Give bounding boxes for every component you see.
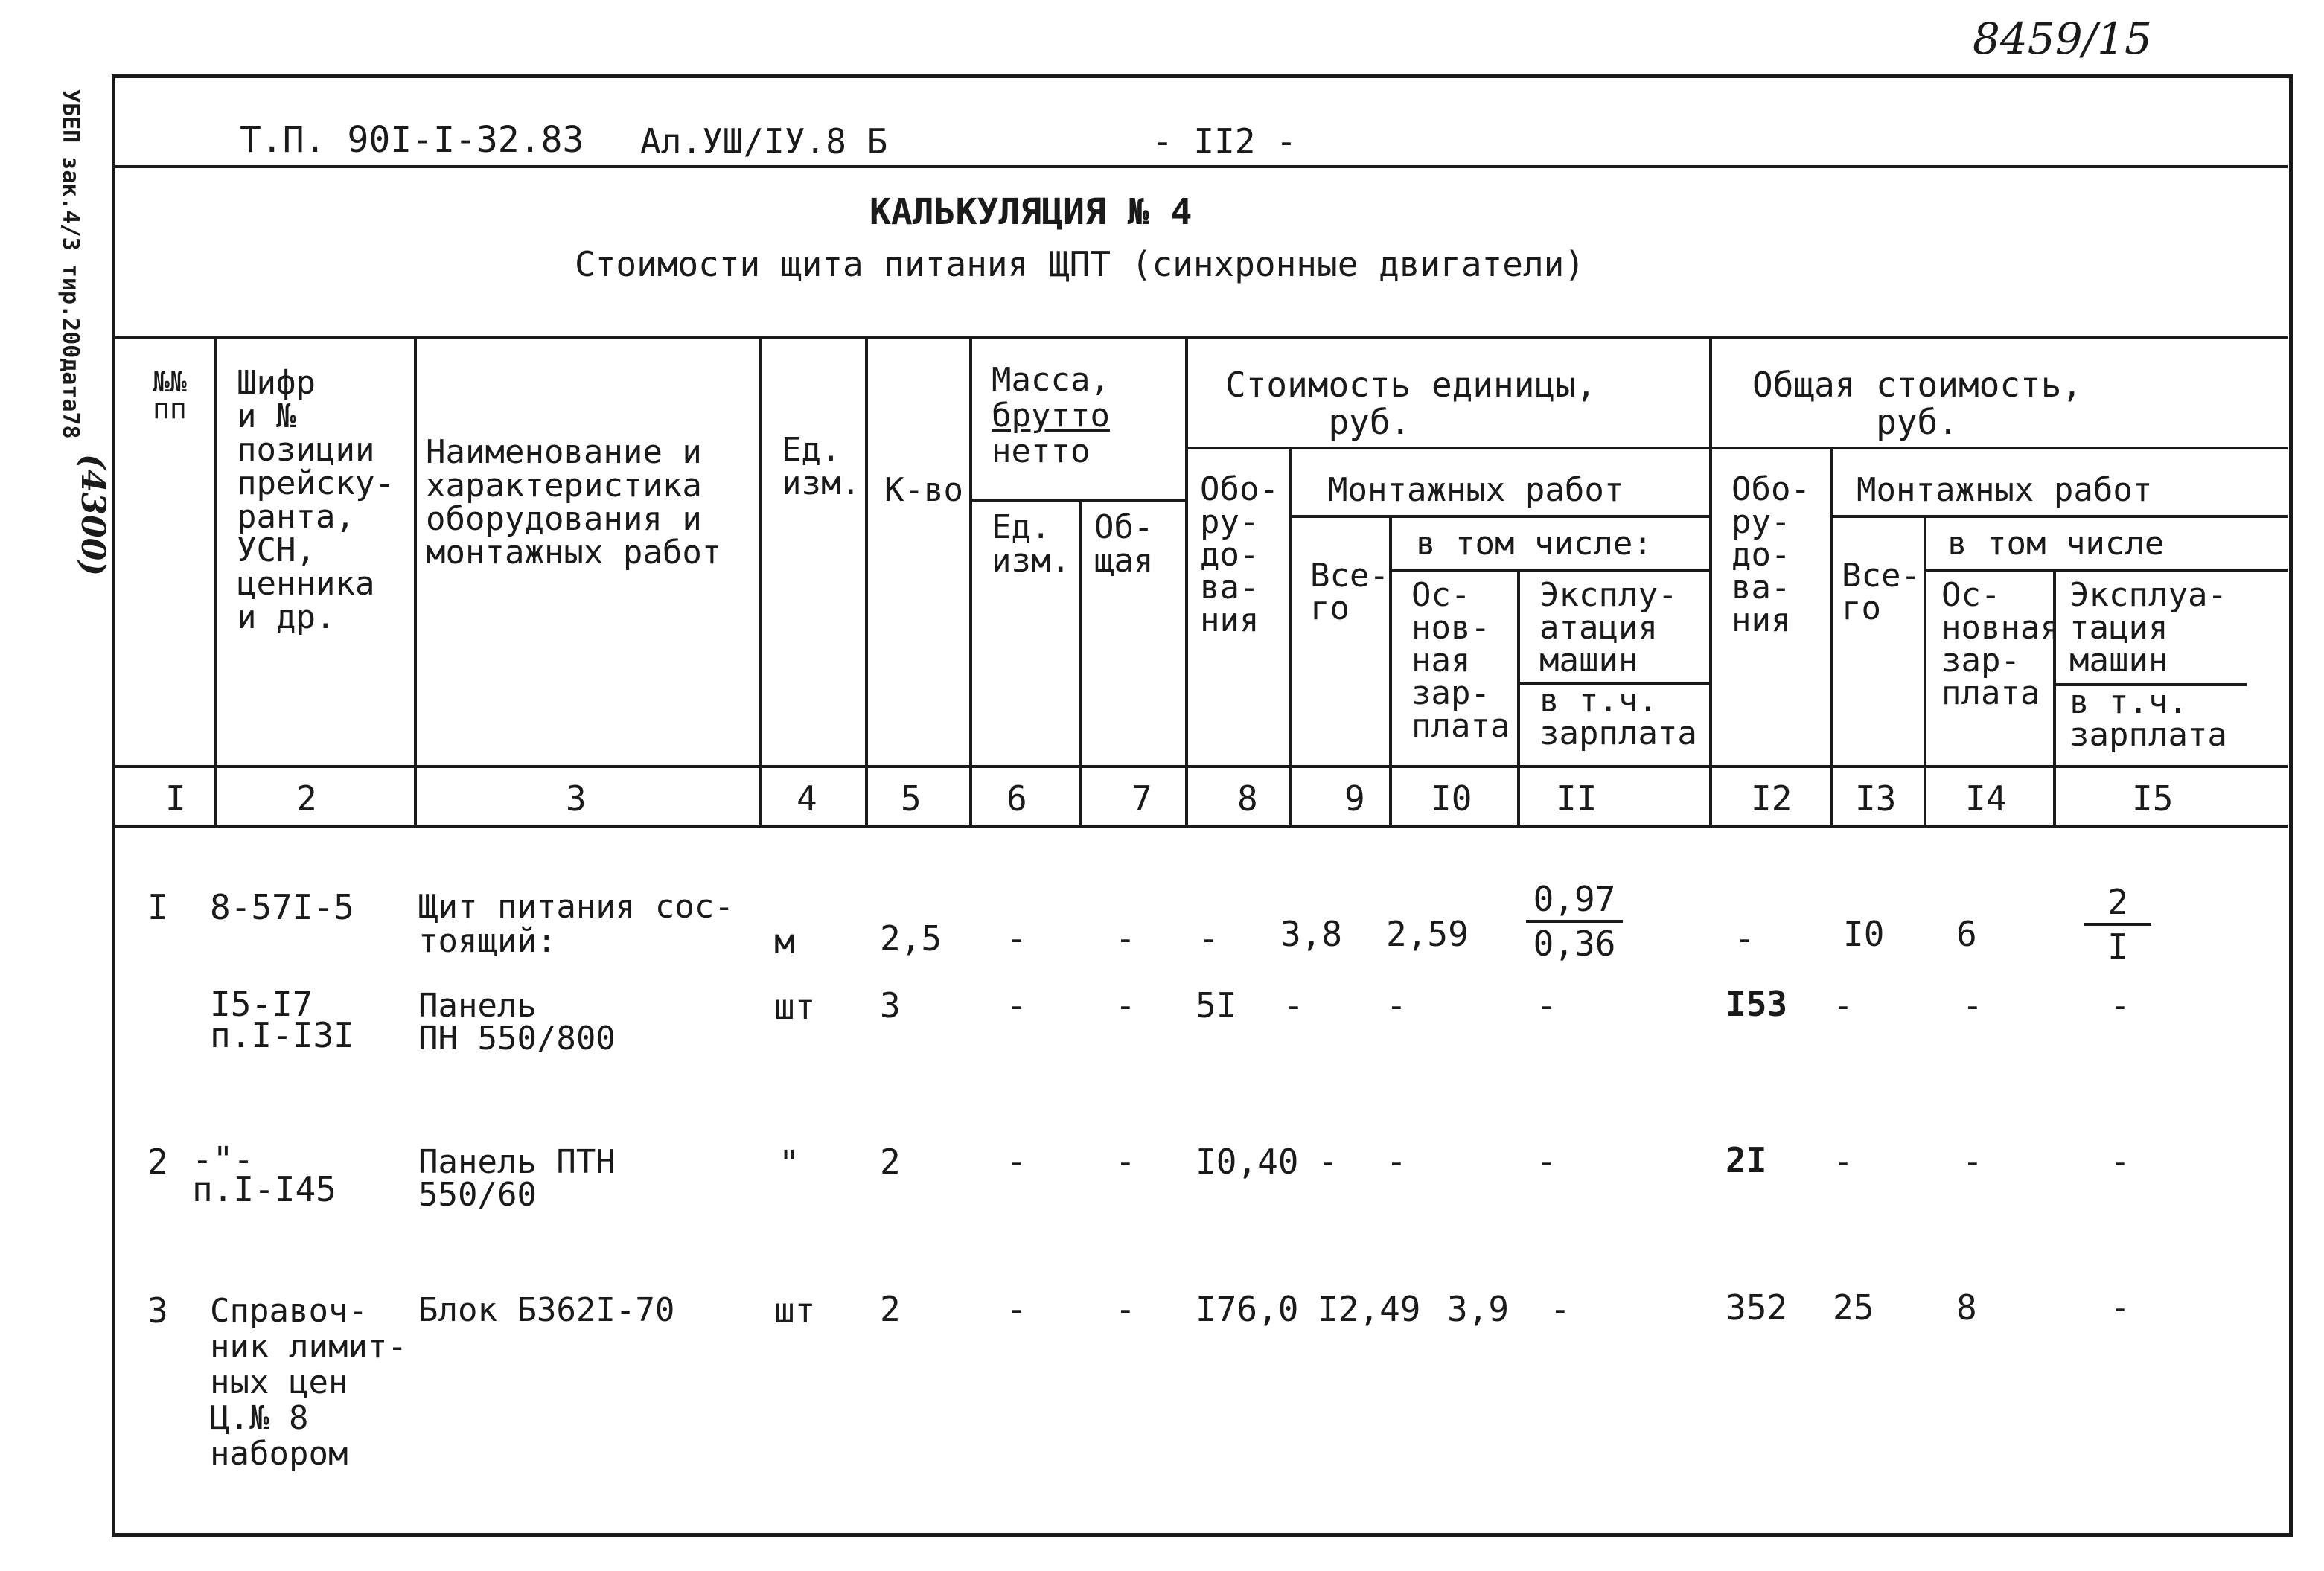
col-sep-8: [1289, 447, 1292, 826]
row2-qty: 3: [880, 985, 901, 1026]
row1-total-equip: -: [1734, 918, 1755, 959]
row1-total-base: 6: [1956, 914, 1977, 954]
page-number: - II2 -: [1152, 121, 1297, 161]
col-num-7: 7: [1131, 778, 1152, 819]
print-stamp: УБЕП зак.4/3 тир.200дата78: [57, 89, 83, 439]
row4-total-base: 8: [1956, 1287, 1977, 1328]
row3-equip: I0,40: [1195, 1142, 1299, 1182]
col-sep-13: [1924, 515, 1926, 826]
col-num-5: 5: [901, 778, 922, 819]
row3-mass-unit: -: [1006, 1142, 1027, 1182]
col-header-mass-net: нетто: [992, 432, 1091, 470]
row1-code: 8-57I-5: [210, 887, 354, 927]
row3-unit: ": [779, 1143, 799, 1183]
col-sep-7: [1185, 339, 1188, 826]
col-header-unit-equip: Обо- ру- до- ва- ния: [1200, 470, 1279, 639]
row4-total-equip: 352: [1726, 1287, 1788, 1328]
row4-qty: 2: [880, 1289, 901, 1329]
row3-total-all: -: [1833, 1142, 1854, 1182]
col-header-total-all: Все- го: [1842, 557, 1921, 627]
row3-all: -: [1318, 1142, 1338, 1182]
col-num-12: I2: [1751, 778, 1793, 819]
col-header-total-cost: Общая стоимость, руб.: [1752, 365, 2083, 442]
header-bottom-line: [115, 765, 2288, 768]
col-header-unit-mont: Монтажных работ: [1328, 471, 1624, 509]
col-header-unit: Ед. изм.: [782, 431, 861, 502]
col-header-total-incl: в том числе: [1947, 525, 2165, 563]
col-sep-5: [969, 339, 972, 826]
col-header-qty: К-во: [884, 471, 963, 509]
row1-unit: м: [774, 921, 795, 962]
col-header-name: Наименование и характеристика оборудования и монтажных работ: [426, 433, 722, 572]
row2-equip: 5I: [1195, 985, 1237, 1026]
unit-cost-sub-line: [1188, 447, 1709, 449]
col-sep-10: [1517, 569, 1520, 826]
col-header-number: №№ пп: [153, 365, 187, 425]
col-sep-12: [1830, 447, 1833, 826]
col-header-total-expl: Эксплуа- тация машин: [2069, 576, 2227, 679]
col-header-mass-gross: брутто: [992, 397, 1110, 435]
row3-number: 2: [147, 1142, 168, 1182]
row2-total-expl: -: [2110, 985, 2130, 1026]
row2-base: -: [1386, 985, 1407, 1026]
row2-total-base: -: [1962, 985, 1983, 1026]
row1-qty: 2,5: [880, 918, 942, 959]
col-num-13: I3: [1855, 778, 1897, 819]
col-num-3: 3: [566, 778, 587, 819]
row1-mass-total: -: [1115, 918, 1136, 959]
col-num-4: 4: [797, 778, 817, 819]
handwritten-side-number: (4300): [74, 454, 112, 577]
col-num-15: I5: [2132, 778, 2174, 819]
row2-all: -: [1283, 985, 1304, 1026]
row3-qty: 2: [880, 1142, 901, 1182]
total-cost-sub-line: [1712, 447, 2288, 449]
row1-equip: -: [1198, 918, 1219, 959]
row4-mass-unit: -: [1006, 1289, 1027, 1329]
row3-name: Панель ПТН 550/60: [418, 1143, 616, 1214]
col-num-6: 6: [1006, 778, 1027, 819]
doc-code: Т.П. 90I-I-32.83: [240, 119, 584, 161]
col-num-9: 9: [1344, 778, 1365, 819]
col-num-8: 8: [1237, 778, 1258, 819]
row1-expl-bottom: 0,36: [1533, 924, 1616, 964]
header-divider: [115, 165, 2288, 168]
row3-expl: -: [1536, 1142, 1557, 1182]
mass-sub-line: [972, 499, 1185, 502]
row1-all: 3,8: [1280, 914, 1343, 954]
document-title: КАЛЬКУЛЯЦИЯ № 4: [869, 191, 1193, 233]
row4-equip: I76,0: [1195, 1289, 1299, 1329]
row3-total-equip: 2I: [1726, 1140, 1767, 1180]
row1-base: 2,59: [1386, 914, 1469, 954]
column-number-line: [115, 825, 2288, 828]
row2-unit: шт: [774, 987, 816, 1027]
col-num-10: I0: [1431, 778, 1472, 819]
row4-mass-total: -: [1115, 1289, 1136, 1329]
col-header-unit-base: Ос- нов- ная зар- плата: [1411, 576, 1510, 745]
col-header-mass-unit: Ед. изм.: [992, 508, 1070, 580]
row2-mass-total: -: [1115, 985, 1136, 1026]
col-sep-3: [759, 339, 762, 826]
col-header-unit-expl: Эксплу- атация машин: [1539, 576, 1678, 679]
row2-code: I5-I7 п.I-I3I: [210, 984, 354, 1055]
col-header-total-expl-salary: в т.ч. зарплата: [2069, 683, 2227, 754]
row3-base: -: [1386, 1142, 1407, 1182]
col-header-unit-incl: в том числе:: [1416, 525, 1653, 563]
title-divider: [115, 336, 2288, 339]
col-sep-2: [414, 339, 417, 826]
col-header-unit-all: Все- го: [1310, 557, 1389, 627]
col-sep-9: [1389, 515, 1392, 826]
row2-total-all: -: [1833, 985, 1854, 1026]
row1-total-all: I0: [1843, 914, 1885, 954]
col-sep-11: [1709, 339, 1712, 826]
col-header-total-mont: Монтажных работ: [1857, 471, 2153, 509]
row1-name: Щит питания сос- тоящий:: [418, 888, 734, 960]
col-header-total-equip: Обо- ру- до- ва- ния: [1731, 470, 1810, 639]
row3-mass-total: -: [1115, 1142, 1136, 1182]
total-incl-sub-line: [1926, 569, 2288, 572]
row1-total-expl-bottom: I: [2107, 927, 2128, 967]
row4-name: Блок Б362I-70: [418, 1291, 675, 1329]
col-sep-1: [214, 339, 217, 826]
col-num-1: I: [165, 778, 186, 819]
row2-name: Панель ПН 550/800: [418, 987, 616, 1058]
row4-number: 3: [147, 1290, 168, 1331]
col-num-11: II: [1556, 778, 1597, 819]
col-header-unit-cost: Стоимость единицы, руб.: [1225, 365, 1597, 442]
col-header-total-base: Ос- новная зар- плата: [1941, 576, 2060, 712]
row4-total-all: 25: [1833, 1287, 1874, 1328]
col-num-14: I4: [1965, 778, 2007, 819]
col-header-unit-expl-salary: в т.ч. зарплата: [1539, 682, 1697, 752]
row2-expl: -: [1536, 985, 1557, 1026]
album-code: Ал.УШ/IУ.8 Б: [640, 121, 888, 161]
row4-all: I2,49: [1318, 1289, 1421, 1329]
row3-total-base: -: [1962, 1142, 1983, 1182]
row1-total-expl-fraction: [2084, 881, 2151, 967]
row3-code: -"- п.I-I45: [192, 1139, 336, 1209]
row1-number: I: [147, 887, 168, 927]
row1-expl-fraction: [1526, 878, 1623, 964]
row1-mass-unit: -: [1006, 918, 1027, 959]
col-num-2: 2: [296, 778, 317, 819]
total-mont-sub-line: [1833, 515, 2288, 518]
row4-expl: -: [1550, 1289, 1571, 1329]
row2-mass-unit: -: [1006, 985, 1027, 1026]
col-sep-6: [1079, 499, 1082, 826]
row4-total-expl: -: [2110, 1287, 2130, 1328]
row4-base: 3,9: [1447, 1289, 1510, 1329]
row1-total-expl-top: 2: [2084, 881, 2151, 926]
row1-expl-top: 0,97: [1526, 878, 1623, 923]
row4-unit: шт: [774, 1290, 816, 1331]
unit-incl-sub-line: [1392, 569, 1709, 572]
row3-total-expl: -: [2110, 1142, 2130, 1182]
handwritten-top-number: 8459/15: [1973, 13, 2152, 64]
col-sep-4: [865, 339, 868, 826]
col-header-code: Шифр и № позиции прейску- ранта, УСН, ценника и др.: [237, 364, 395, 636]
document-subtitle: Стоимости щита питания ЩПТ (синхронные двигатели): [575, 244, 1586, 284]
row4-code: Справоч- ник лимит- ных цен Ц.№ 8 набором: [210, 1292, 407, 1473]
row2-total-equip: I53: [1726, 984, 1788, 1024]
col-header-mass: Масса,: [992, 361, 1110, 399]
col-header-mass-total: Об- щая: [1094, 508, 1154, 580]
unit-mont-sub-line: [1292, 515, 1709, 518]
